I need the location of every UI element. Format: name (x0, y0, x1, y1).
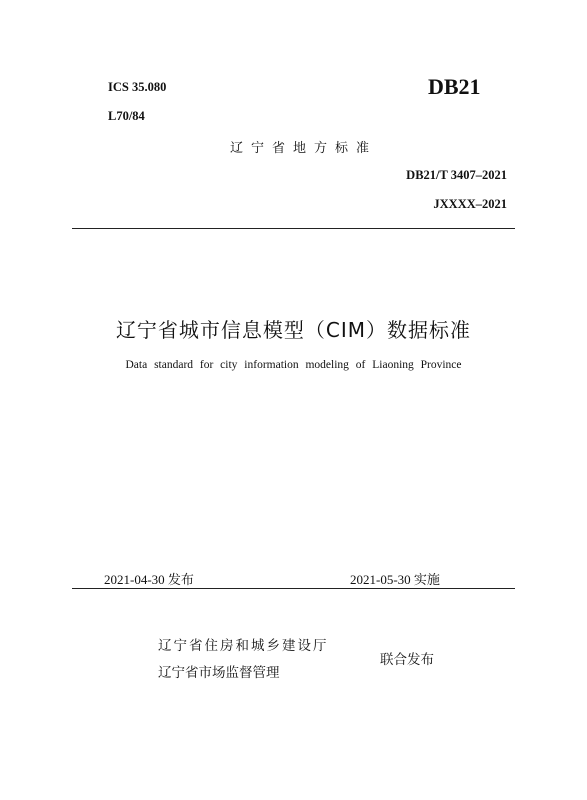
implement-date: 2021-05-30 实施 (350, 572, 440, 587)
standard-number-alt: JXXXX–2021 (433, 197, 507, 211)
issuer-housing-department: 辽宁省住房和城乡建设厅 (158, 638, 329, 654)
joint-issue-label: 联合发布 (380, 652, 434, 668)
ics-code: ICS 35.080 (108, 80, 167, 94)
standard-kind: 辽宁省地方标准 (230, 141, 378, 156)
date-divider (72, 588, 515, 589)
document-title: 辽宁省城市信息模型（CIM）数据标准 (115, 318, 472, 342)
header-divider (72, 228, 515, 229)
standard-number: DB21/T 3407–2021 (406, 168, 507, 182)
classification-code: L70/84 (108, 109, 145, 123)
issuer-market-supervision: 辽宁省市场监督管理 (158, 665, 280, 681)
document-title-english: Data standard for city information modeling of Liaoning Province (125, 359, 462, 371)
publish-date: 2021-04-30 发布 (104, 572, 194, 587)
db-code: DB21 (428, 74, 481, 99)
